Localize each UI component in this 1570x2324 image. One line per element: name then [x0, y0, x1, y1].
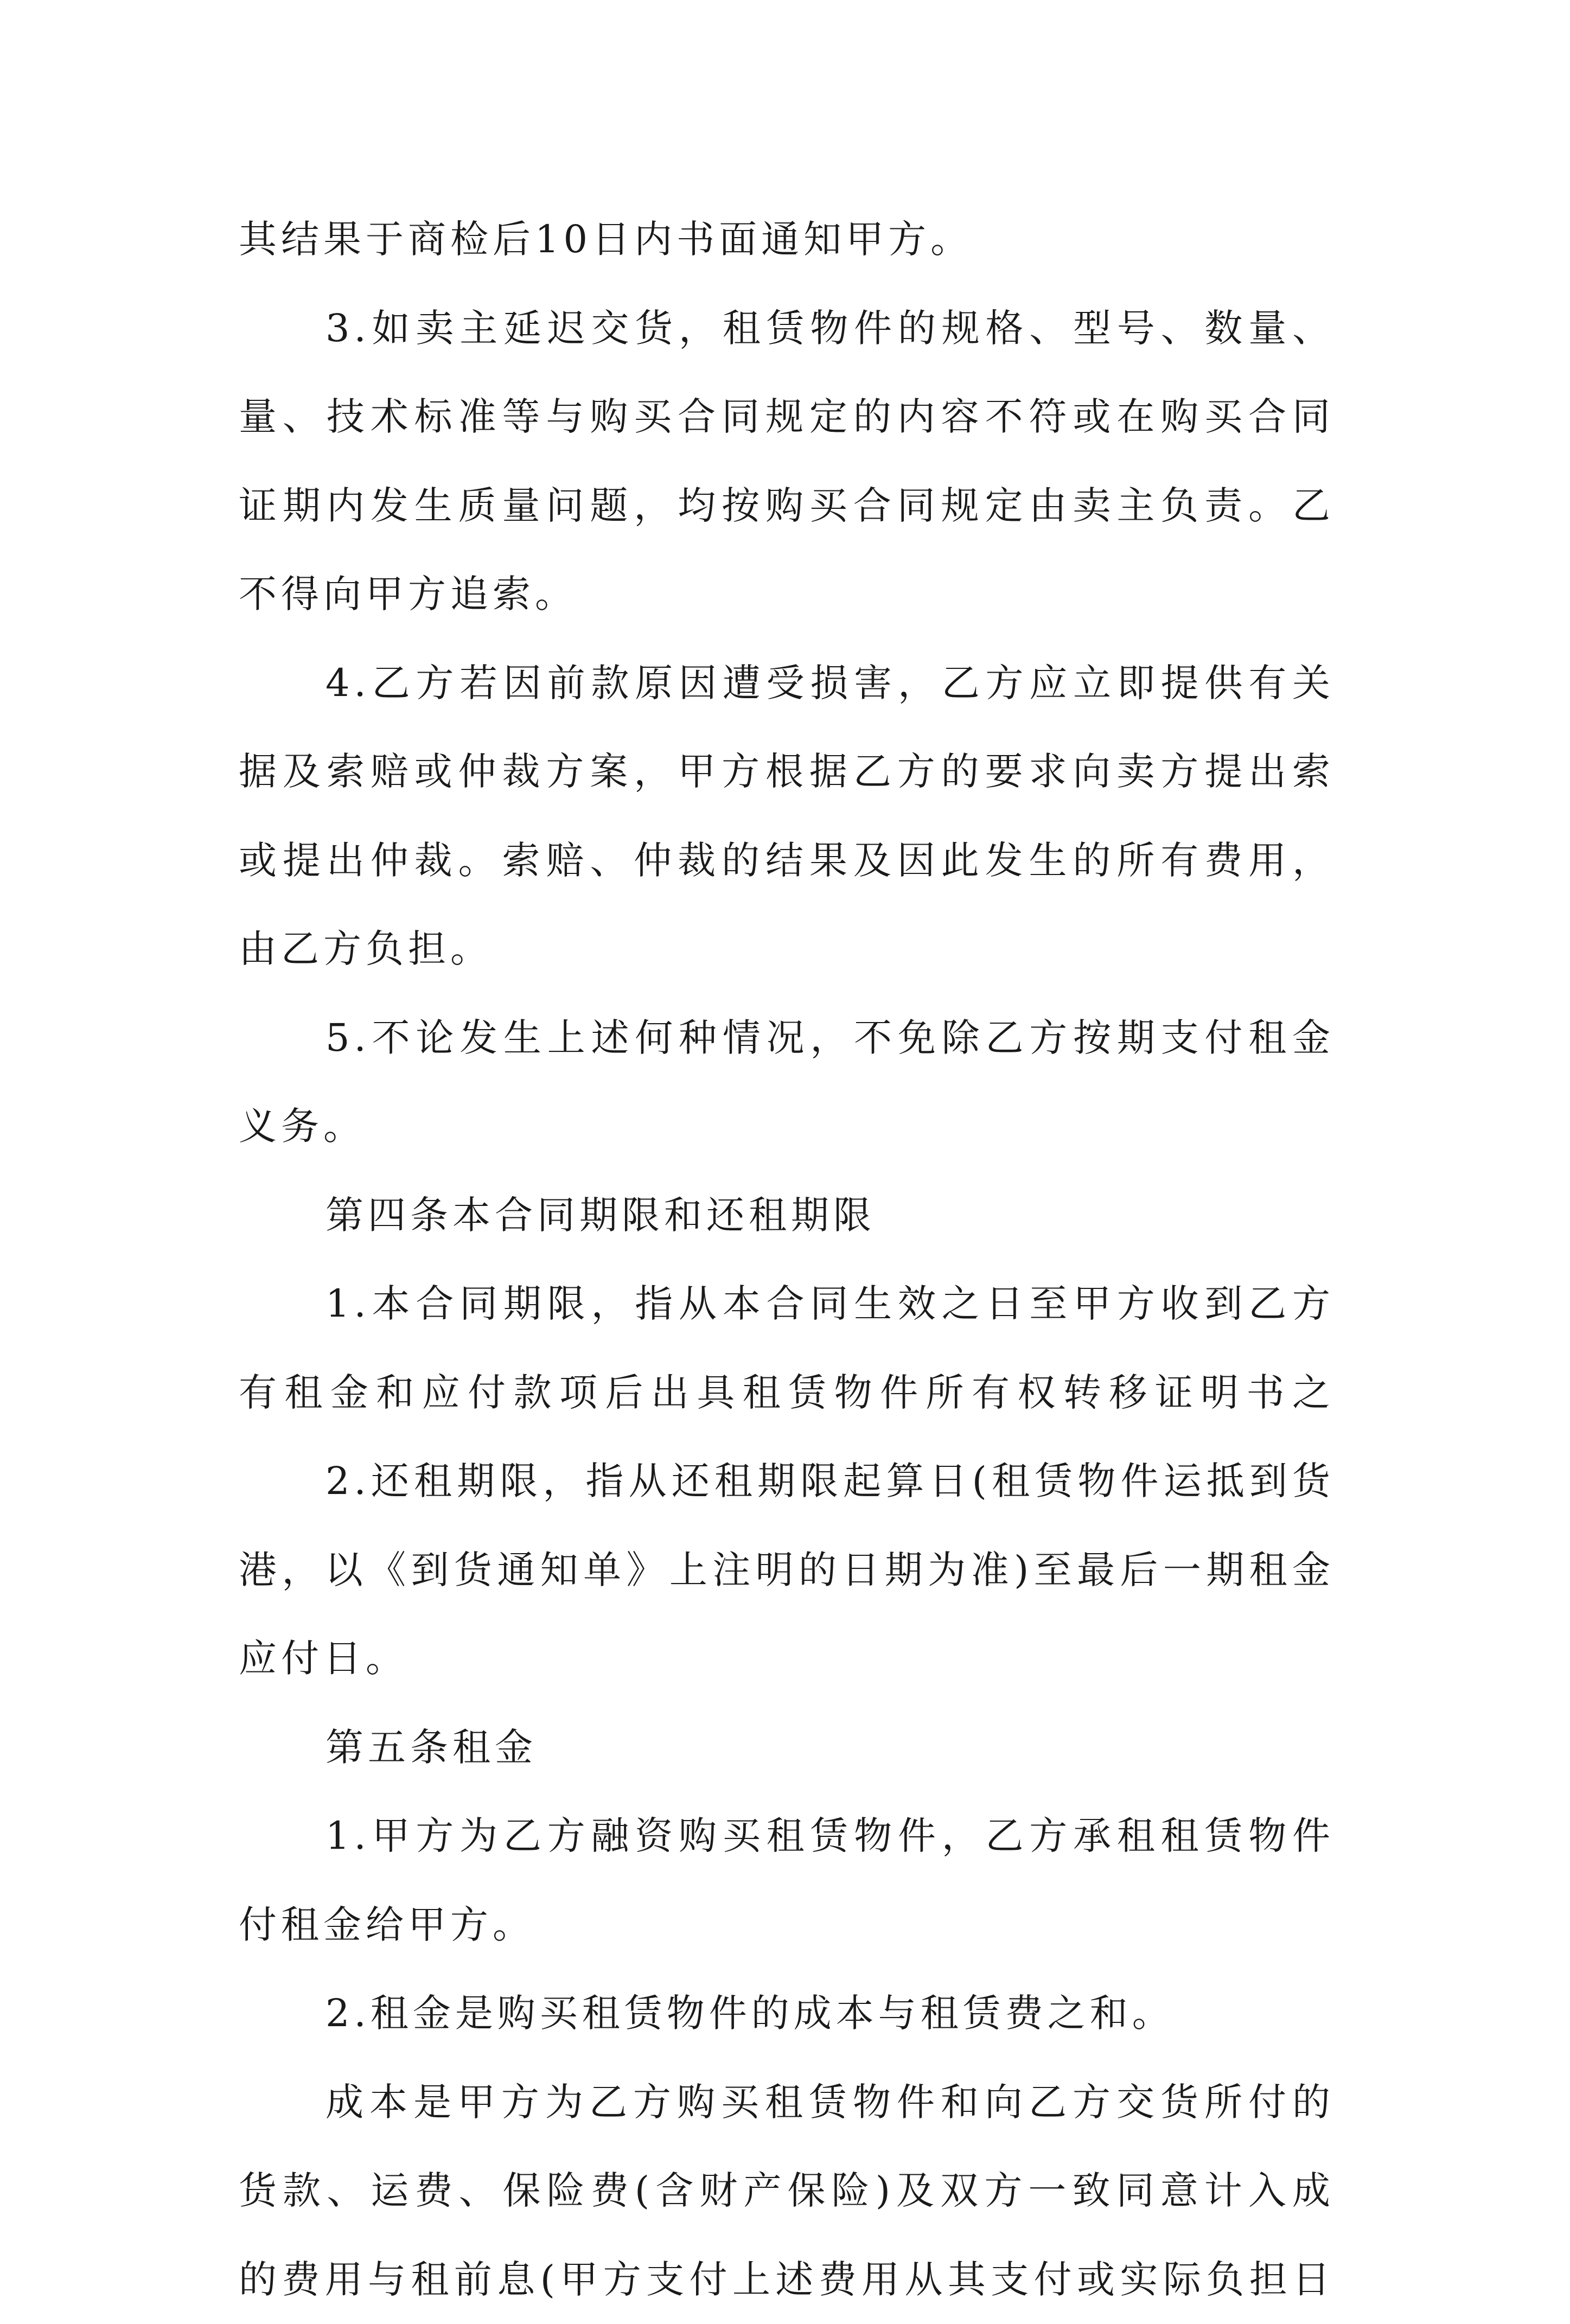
text-line: 或提出仲裁。索赔、仲裁的结果及因此发生的所有费用， — [239, 816, 1335, 905]
text-line: 不得向甲方追索。 — [239, 550, 1335, 639]
text-line: 应付日。 — [239, 1614, 1335, 1703]
section-heading: 第五条租金 — [239, 1703, 1335, 1792]
text-line: 据及索赔或仲裁方案，甲方根据乙方的要求向卖方提出索 — [239, 727, 1335, 816]
text-line: 的费用与租前息(甲方支付上述费用从其支付或实际负担日 — [239, 2236, 1335, 2324]
text-line: 付租金给甲方。 — [239, 1881, 1335, 1970]
text-line: 1.甲方为乙方融资购买租赁物件，乙方承租租赁物件 — [239, 1792, 1335, 1881]
text-line: 1.本合同期限，指从本合同生效之日至甲方收到乙方 — [239, 1260, 1335, 1349]
text-line: 有租金和应付款项后出具租赁物件所有权转移证明书之 — [239, 1349, 1335, 1438]
text-line: 2.还租期限，指从还租期限起算日(租赁物件运抵到货 — [239, 1437, 1335, 1526]
text-line: 其结果于商检后10日内书面通知甲方。 — [239, 195, 1335, 284]
section-heading: 第四条本合同期限和还租期限 — [239, 1171, 1335, 1260]
text-line: 3.如卖主延迟交货，租赁物件的规格、型号、数量、 — [239, 284, 1335, 373]
text-line: 由乙方负担。 — [239, 905, 1335, 994]
text-line: 成本是甲方为乙方购买租赁物件和向乙方交货所付的 — [239, 2058, 1335, 2147]
contract-text-body — [239, 195, 1335, 2324]
text-line: 2.租金是购买租赁物件的成本与租赁费之和。 — [239, 1969, 1335, 2058]
text-line: 义务。 — [239, 1082, 1335, 1171]
text-line: 货款、运费、保险费(含财产保险)及双方一致同意计入成 — [239, 2147, 1335, 2236]
text-line: 量、技术标准等与购买合同规定的内容不符或在购买合同 — [239, 373, 1335, 462]
text-line: 4.乙方若因前款原因遭受损害，乙方应立即提供有关 — [239, 639, 1335, 728]
text-line: 港，以《到货通知单》上注明的日期为准)至最后一期租金 — [239, 1526, 1335, 1615]
text-line: 证期内发生质量问题，均按购买合同规定由卖主负责。乙 — [239, 462, 1335, 551]
text-line: 5.不论发生上述何种情况，不免除乙方按期支付租金 — [239, 994, 1335, 1083]
